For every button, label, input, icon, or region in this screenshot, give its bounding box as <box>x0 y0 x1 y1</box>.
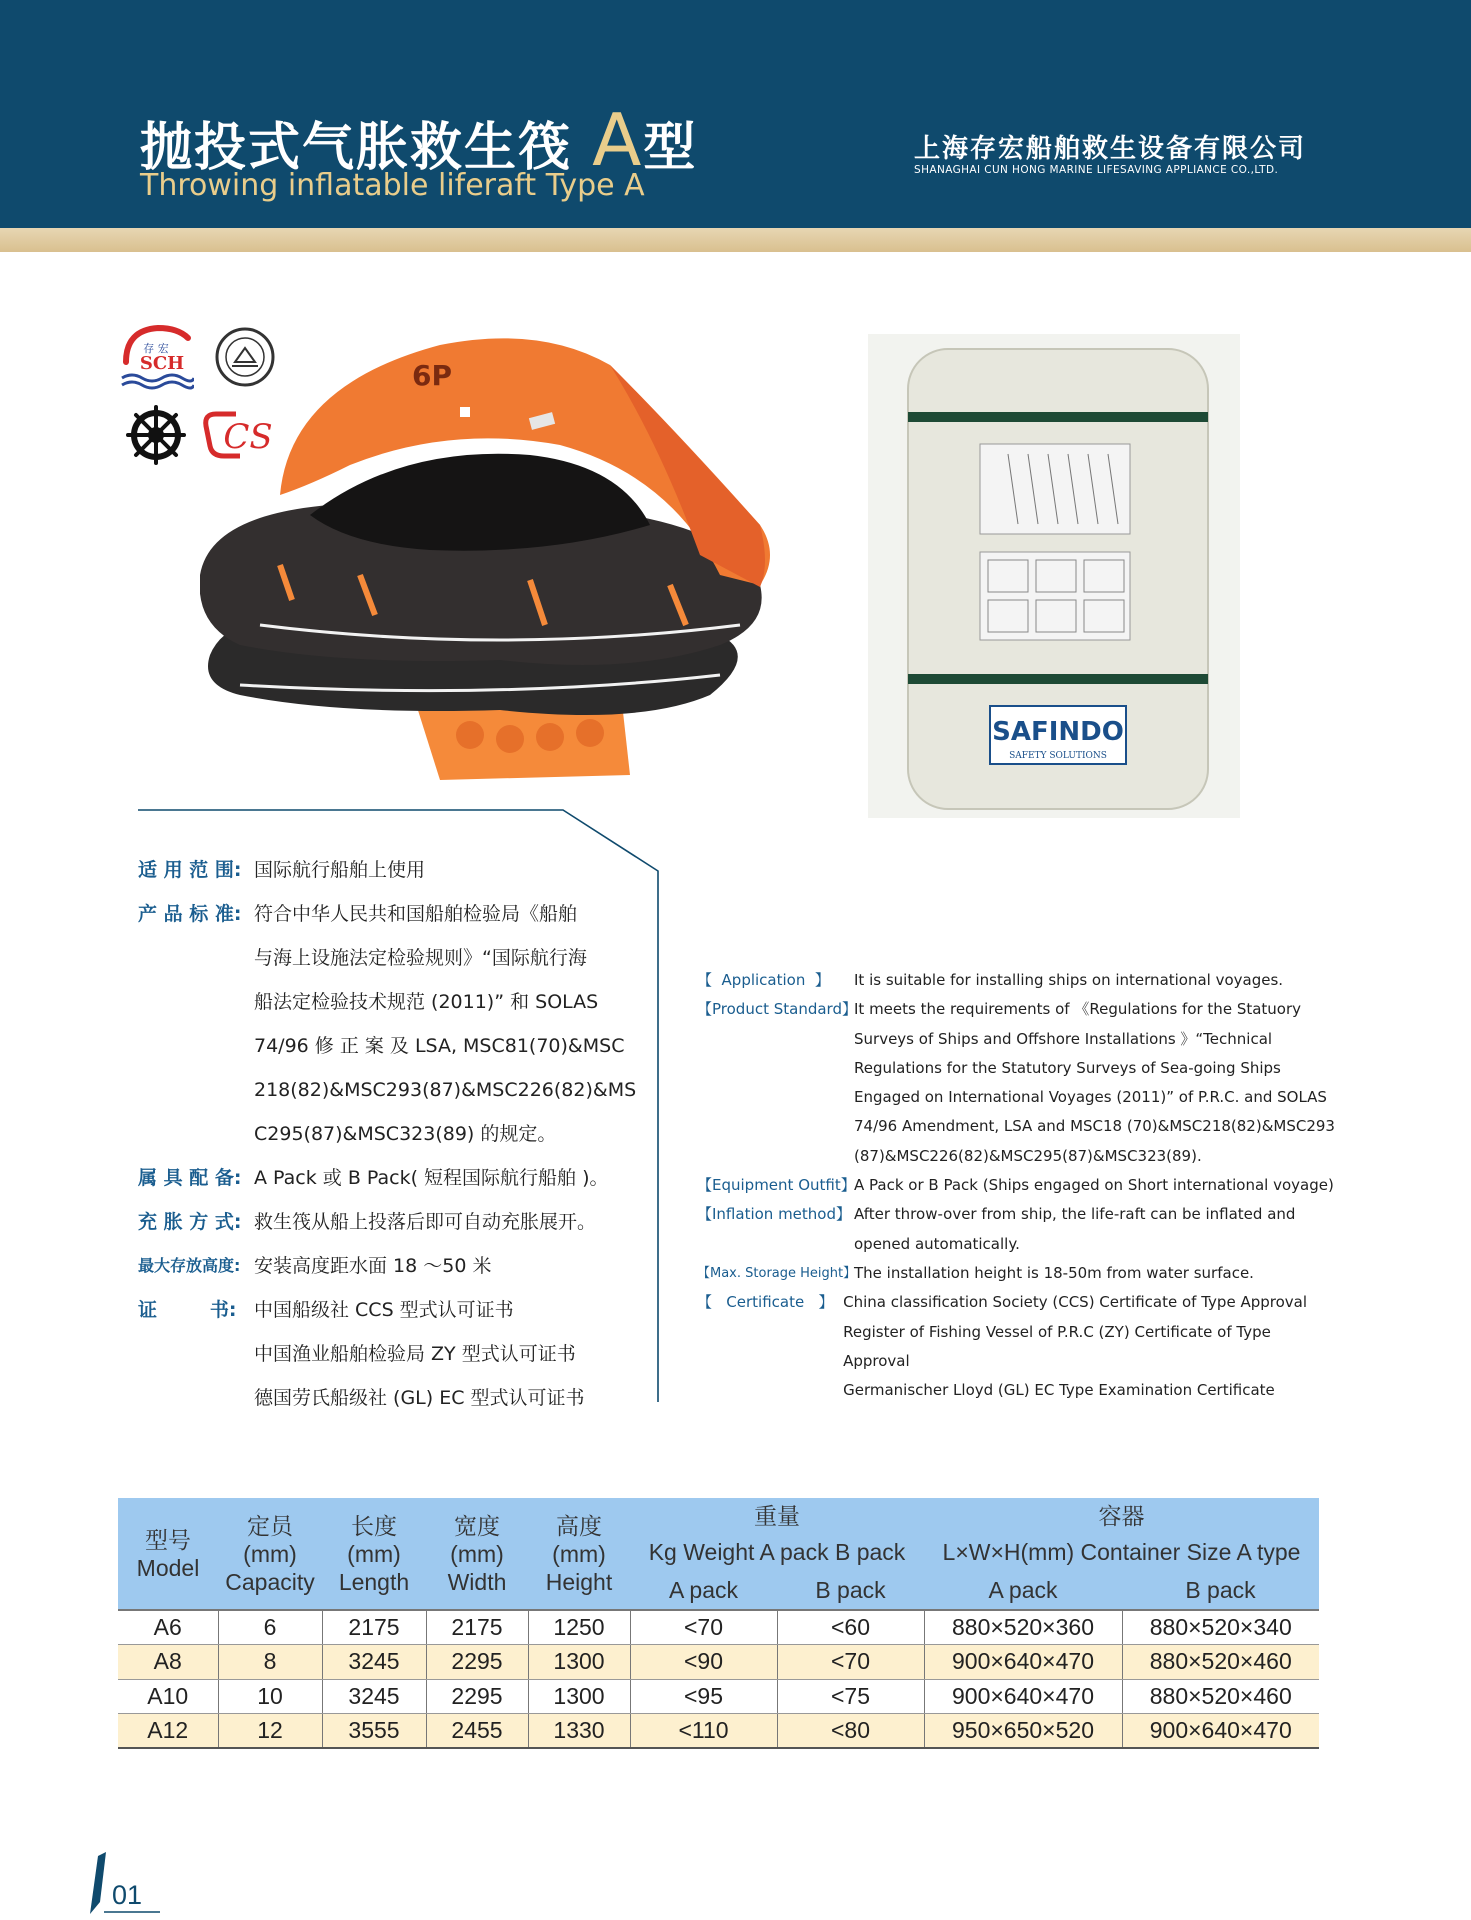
en-spec-label: 【 Certificate 】 <box>697 1293 834 1312</box>
cell-capacity: 8 <box>218 1645 322 1680</box>
cell-weight-a: <70 <box>630 1610 777 1645</box>
th-capacity <box>218 1498 322 1610</box>
en-spec-text: Regulations for the Statutory Surveys of Sea-going Ships <box>854 1058 1281 1077</box>
sch-logo-cn: 存 宏 <box>143 342 169 355</box>
en-spec-text: (87)&MSC226(82)&MSC295(87)&MSC323(89). <box>854 1146 1202 1165</box>
en-spec-label: 【Inflation method】 <box>697 1205 851 1224</box>
cell-model: A6 <box>118 1610 218 1645</box>
th-length-unit: (mm) <box>347 1540 401 1567</box>
en-spec-label: 【 Application 】 <box>697 971 830 989</box>
cell-container-b: 880×520×340 <box>1122 1610 1319 1645</box>
th-height-unit: (mm) <box>552 1540 606 1567</box>
cell-width: 2175 <box>426 1610 528 1645</box>
cn-spec-label: 属 具 配 备: <box>138 1167 242 1189</box>
cell-weight-b: <75 <box>777 1679 924 1714</box>
cn-spec-text: 与海上设施法定检验规则》“国际航行海 <box>254 947 587 969</box>
en-spec-text: Register of Fishing Vessel of P.R.C (ZY) Certificate of Type <box>843 1322 1271 1341</box>
cn-spec-text: A Pack 或 B Pack( 短程国际航行船舶 )。 <box>254 1167 609 1189</box>
cell-container-b: 900×640×470 <box>1122 1714 1319 1749</box>
cell-height: 1300 <box>528 1645 630 1680</box>
en-spec-text: It is suitable for installing ships on international voyages. <box>854 971 1284 989</box>
cell-container-a: 900×640×470 <box>924 1679 1122 1714</box>
cn-spec-text: 船法定检验技术规范 (2011)” 和 SOLAS <box>254 991 599 1013</box>
th-model-cn: 型号 <box>145 1526 191 1553</box>
cn-spec-label: 证 书: <box>138 1299 237 1321</box>
table-row <box>118 1714 1319 1749</box>
en-spec-text: opened automatically. <box>854 1234 1020 1253</box>
en-spec-outfit <box>697 1171 1334 1200</box>
en-spec-text: 74/96 Amendment, LSA and MSC18 (70)&MSC218(82)&MSC293 <box>854 1117 1335 1136</box>
en-spec-label: 【Equipment Outfit】 <box>697 1176 856 1195</box>
cell-capacity: 10 <box>218 1679 322 1714</box>
cell-capacity: 12 <box>218 1714 322 1749</box>
cell-capacity: 6 <box>218 1610 322 1645</box>
th-width <box>426 1498 528 1610</box>
cell-width: 2455 <box>426 1714 528 1749</box>
en-spec-application <box>697 966 1307 995</box>
en-spec-inflation <box>697 1200 1307 1259</box>
cell-length: 3245 <box>322 1679 426 1714</box>
cell-weight-a: <90 <box>630 1645 777 1680</box>
en-spec-block <box>697 966 1335 1405</box>
cn-spec-outfit <box>138 1156 658 1200</box>
canopy-label: 6P <box>412 359 453 392</box>
cell-height: 1300 <box>528 1679 630 1714</box>
sch-logo <box>118 322 194 390</box>
th-model-en: Model <box>136 1554 200 1581</box>
cn-spec-certificate <box>138 1288 658 1420</box>
th-height <box>528 1498 630 1610</box>
th-length-en: Length <box>338 1568 410 1595</box>
en-spec-text: Approval <box>843 1351 910 1370</box>
th-length-cn: 长度 <box>351 1512 397 1539</box>
cn-spec-text: 符合中华人民共和国船舶检验局《船舶 <box>254 903 578 925</box>
cn-spec-text: 74/96 修 正 案 及 LSA, MSC81(70)&MSC <box>254 1035 625 1057</box>
cell-height: 1330 <box>528 1714 630 1749</box>
title-cn-letter: A <box>592 98 644 182</box>
th-capacity-unit: (mm) <box>243 1540 297 1567</box>
th-weight-b-pack: B pack <box>777 1570 924 1610</box>
title-cn-main: 抛投式气胀救生筏 <box>140 118 573 178</box>
th-model <box>118 1498 218 1610</box>
cn-spec-text: 德国劳氏船级社 (GL) EC 型式认可证书 <box>254 1387 585 1409</box>
table-row <box>118 1645 1319 1680</box>
container-tagline: SAFETY SOLUTIONS <box>1009 751 1107 761</box>
cn-spec-text: 安装高度距水面 18 ～50 米 <box>254 1255 492 1277</box>
cn-spec-inflation <box>138 1200 658 1244</box>
cn-spec-label: 充 胀 方 式: <box>138 1211 242 1233</box>
spec-table <box>118 1498 1319 1749</box>
cell-length: 3555 <box>322 1714 426 1749</box>
th-capacity-en: Capacity <box>225 1568 315 1595</box>
cn-spec-application <box>138 848 658 892</box>
th-width-unit: (mm) <box>450 1540 504 1567</box>
cell-container-a: 900×640×470 <box>924 1645 1122 1680</box>
en-spec-text: It meets the requirements of 《Regulations for the Statuory <box>854 1000 1302 1019</box>
liferaft-photo <box>200 325 800 785</box>
container-photo <box>868 334 1240 818</box>
container-brand: SAFINDO <box>992 717 1124 747</box>
header-gold-band <box>0 228 1471 252</box>
cn-spec-standard <box>138 892 658 1156</box>
cell-width: 2295 <box>426 1645 528 1680</box>
en-spec-text: A Pack or B Pack (Ships engaged on Short international voyage) <box>854 1176 1334 1195</box>
th-height-en: Height <box>545 1568 613 1595</box>
th-height-cn: 高度 <box>556 1512 602 1539</box>
en-spec-text: After throw-over from ship, the life-raft can be inflated and <box>854 1205 1296 1224</box>
cell-model: A10 <box>118 1679 218 1714</box>
ship-wheel-icon <box>126 405 186 465</box>
th-container-a-pack: A pack <box>924 1570 1122 1610</box>
page-number: 01 <box>112 1880 143 1910</box>
cell-weight-b: <70 <box>777 1645 924 1680</box>
cell-weight-a: <110 <box>630 1714 777 1749</box>
cell-weight-b: <80 <box>777 1714 924 1749</box>
cn-spec-text: 救生筏从船上投落后即可自动充胀展开。 <box>254 1211 597 1233</box>
cell-container-a: 950×650×520 <box>924 1714 1122 1749</box>
table-row <box>118 1679 1319 1714</box>
cell-height: 1250 <box>528 1610 630 1645</box>
th-container-cn: 容器 <box>924 1498 1319 1534</box>
cn-spec-text: C295(87)&MSC323(89) 的规定。 <box>254 1123 557 1145</box>
cn-spec-label: 适 用 范 围: <box>138 859 242 881</box>
en-spec-storage-height <box>697 1259 1307 1288</box>
cn-spec-block <box>138 848 658 1420</box>
en-spec-text: Surveys of Ships and Offshore Installations 》“Technical <box>854 1029 1273 1048</box>
container-drawing <box>868 334 1240 818</box>
cell-container-a: 880×520×360 <box>924 1610 1122 1645</box>
cell-model: A12 <box>118 1714 218 1749</box>
table-row <box>118 1610 1319 1645</box>
th-width-cn: 宽度 <box>454 1512 500 1539</box>
sch-logo-text: SCH <box>139 353 185 374</box>
cell-length: 2175 <box>322 1610 426 1645</box>
cn-spec-text: 218(82)&MSC293(87)&MSC226(82)&MS <box>254 1079 637 1101</box>
th-container-en: L×W×H(mm) Container Size A type <box>924 1534 1319 1570</box>
th-container-b-pack: B pack <box>1122 1570 1319 1610</box>
en-spec-certificate <box>697 1288 1307 1405</box>
en-spec-text: Engaged on International Voyages (2011)” of P.R.C. and SOLAS <box>854 1088 1327 1107</box>
cell-weight-a: <95 <box>630 1679 777 1714</box>
en-spec-label: 【Product Standard】 <box>697 1000 857 1019</box>
ccs-logo-text: CS <box>223 417 273 457</box>
page-number-badge <box>90 1852 160 1914</box>
page-title-en: Throwing inflatable liferaft Type A <box>140 168 645 203</box>
cn-spec-text: 中国船级社 CCS 型式认可证书 <box>254 1299 514 1321</box>
cell-container-b: 880×520×460 <box>1122 1679 1319 1714</box>
en-spec-text: Germanischer Lloyd (GL) EC Type Examination Certificate <box>843 1381 1275 1400</box>
title-cn-suffix: 型 <box>643 118 698 178</box>
th-length <box>322 1498 426 1610</box>
company-name-en: SHANAGHAI CUN HONG MARINE LIFESAVING APPLIANCE CO.,LTD. <box>914 164 1279 176</box>
th-capacity-cn: 定员 <box>247 1512 293 1539</box>
cn-spec-text: 中国渔业船舶检验局 ZY 型式认可证书 <box>254 1343 576 1365</box>
th-width-en: Width <box>447 1568 507 1595</box>
cell-length: 3245 <box>322 1645 426 1680</box>
en-spec-standard <box>697 995 1335 1171</box>
cell-width: 2295 <box>426 1679 528 1714</box>
cn-spec-text: 国际航行船舶上使用 <box>254 859 426 881</box>
cn-spec-label: 产 品 标 准: <box>138 903 242 925</box>
cell-model: A8 <box>118 1645 218 1680</box>
th-weight-en: Kg Weight A pack B pack <box>630 1534 924 1570</box>
cell-container-b: 880×520×460 <box>1122 1645 1319 1680</box>
cn-spec-label: 最大存放高度: <box>138 1256 241 1275</box>
en-spec-text: The installation height is 18-50m from water surface. <box>854 1263 1254 1282</box>
cn-spec-storage-height <box>138 1244 658 1288</box>
th-weight-a-pack: A pack <box>630 1570 777 1610</box>
en-spec-label: 【Max. Storage Height】 <box>697 1265 857 1281</box>
en-spec-text: China classification Society (CCS) Certificate of Type Approval <box>843 1293 1307 1312</box>
th-weight-cn: 重量 <box>630 1498 924 1534</box>
company-name-cn: 上海存宏船舶救生设备有限公司 <box>914 134 1307 164</box>
cell-weight-b: <60 <box>777 1610 924 1645</box>
